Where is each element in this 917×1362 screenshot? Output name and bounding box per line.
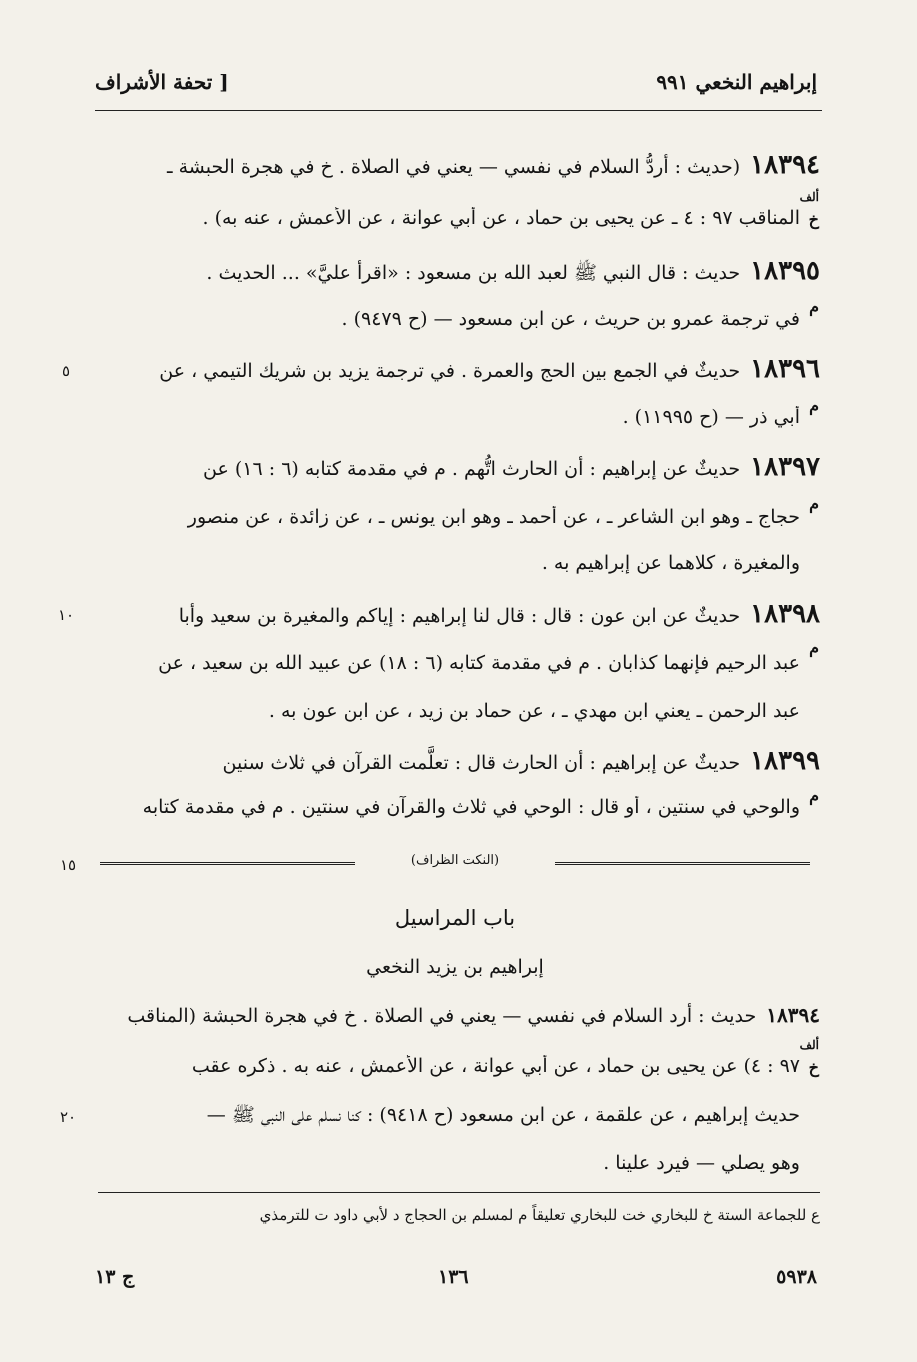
entry-line: المناقب ٩٧ : ٤ ـ عن يحيى بن حماد ، عن أبي عوانة ، عن الأعمش ، عنه به) . [202,207,800,229]
entry-number: ١٨٣٩٦ [750,354,820,384]
m-symbol: م [809,494,819,513]
nukat-line [90,1003,820,1028]
m-symbol: م [809,297,819,316]
entry-number: ١٨٣٩٨ [750,599,820,629]
running-header-right: إبراهيم النخعي ٩٩١ [656,70,817,94]
section-divider [100,853,810,870]
nukat-line: وهو يصلي — فيرد علينا . [603,1152,800,1174]
volume-number: ج ١٣ [95,1266,135,1288]
entry-line [90,599,820,630]
abbreviations-footnote: ع للجماعة الستة خ للبخاري خت للبخاري تعليقاً م لمسلم بن الحجاج د لأبي داود ت للترمذي [259,1206,820,1224]
kh-symbol: خ [808,210,819,229]
entry-text: حديثٌ عن إبراهيم : أن الحارث اتُّهم . م في مقدمة كتابه (٦ : ١٦) عن [203,458,741,480]
nukat-text: حديث : أرد السلام في نفسي — يعني في الصلاة . خ في هجرة الحبشة (المناقب [127,1005,757,1027]
entry-number: ١٨٣٩٩ [750,746,820,776]
entry-line: أبي ذر — (ح ١١٩٩٥) . [622,406,800,428]
entry-line [90,354,820,385]
entry-line [90,256,820,287]
section-title: باب المراسيل [394,906,516,930]
alif-symbol: ألف [799,190,819,204]
entry-number: ١٨٣٩٧ [750,452,820,482]
entry-text: (حديث : أردُّ السلام في نفسي — يعني في الصلاة . خ في هجرة الحبشة ـ [166,156,741,178]
entry-line [90,746,820,777]
entry-text: حديثٌ عن إبراهيم : أن الحارث قال : تعلَّمت القرآن في ثلاث سنين [222,752,741,774]
footnote-rule [98,1192,820,1193]
page-number: ١٣٦ [438,1266,469,1288]
divider-label-wrap [100,853,810,868]
margin-line-number: ٥ [62,362,71,380]
nukat-line: ٩٧ : ٤) عن يحيى بن حماد ، عن أبي عوانة ، عن الأعمش ، عنه به . ذكره عقب [191,1055,800,1077]
entry-line: والوحي في سنتين ، أو قال : الوحي في ثلاث والقرآن في سنتين . م في مقدمة كتابه [142,796,800,818]
margin-line-number: ٢٠ [60,1108,77,1126]
entry-number: ١٨٣٩٤ [750,150,820,180]
entry-line: عبد الرحيم فإنهما كذابان . م في مقدمة كتابه (٦ : ١٨) عن عبيد الله بن سعيد ، عن [158,652,800,674]
m-symbol: م [809,638,819,657]
divider-label: (النكت الظراف) [405,853,505,868]
entry-line [90,150,820,181]
entry-text: حديثٌ في الجمع بين الحج والعمرة . في ترجمة يزيد بن شريك التيمي ، عن [159,360,741,382]
entry-line: عبد الرحمن ـ يعني ابن مهدي ـ ، عن حماد بن زيد ، عن ابن عون به . [268,700,800,722]
margin-line-number: ١٠ [58,606,75,624]
entry-line: والمغيرة ، كلاهما عن إبراهيم به . [541,552,800,574]
m-symbol: م [809,396,819,415]
entry-line: حجاج ـ وهو ابن الشاعر ـ ، عن أحمد ـ وهو ابن يونس ـ ، عن زائدة ، عن منصور [187,506,800,528]
footer-right-number: ٥٩٣٨ [776,1266,817,1288]
entry-line: في ترجمة عمرو بن حريث ، عن ابن مسعود — (ح ٩٤٧٩) . [341,308,800,330]
section-subtitle: إبراهيم بن يزيد النخعي [366,956,544,978]
alif-symbol: ألف [799,1038,819,1052]
kh-symbol: خ [808,1058,819,1077]
header-rule [95,110,822,111]
entry-line [90,452,820,483]
nukat-line: حديث إبراهيم ، عن علقمة ، عن ابن مسعود (ح ٩٤١٨) : كنا نسلم على النبي ﷺ — [206,1104,800,1126]
margin-line-number: ١٥ [60,856,77,874]
entry-text: حديث : قال النبي ﷺ لعبد الله بن مسعود : «اقرأ عليَّ» ... الحديث . [206,262,741,284]
running-header-left: [ تحفة الأشراف [95,70,229,94]
m-symbol: م [809,786,819,805]
entry-number: ١٨٣٩٥ [750,256,820,286]
nukat-number: ١٨٣٩٤ [766,1003,820,1027]
entry-text: حديثٌ عن ابن عون : قال : قال لنا إبراهيم : إياكم والمغيرة بن سعيد وأبا [178,605,741,627]
